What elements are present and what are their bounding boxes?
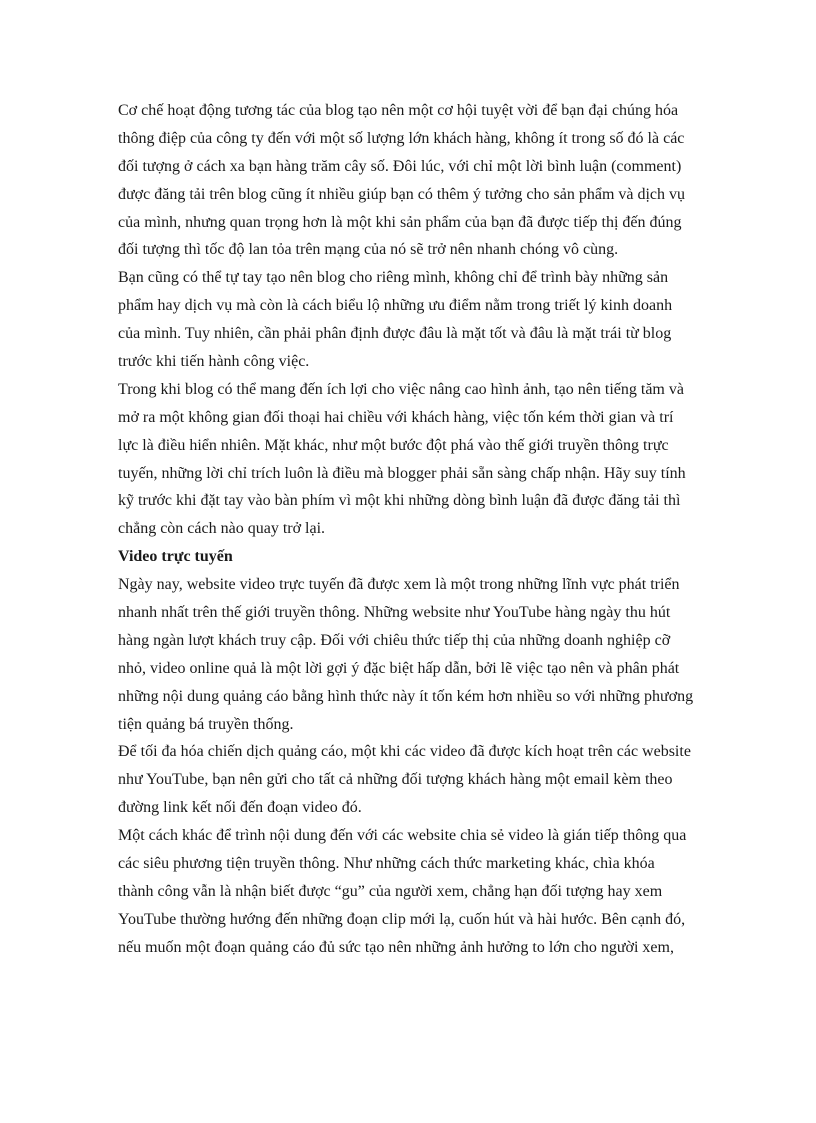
text-line: lực là điều hiển nhiên. Mặt khác, như một bước đột phá vào thế giới truyền thông trực: [118, 436, 669, 454]
text-line: YouTube thường hướng đến những đoạn clip mới lạ, cuốn hút và hài hước. Bên cạnh đó,: [118, 910, 686, 928]
text-line: thành công vẫn là nhận biết được “gu” của người xem, chẳng hạn đối tượng hay xem: [118, 882, 663, 900]
text-line: mở ra một không gian đối thoại hai chiều với khách hàng, việc tốn kém thời gian và trí: [118, 408, 674, 426]
text-line: phẩm hay dịch vụ mà còn là cách biểu lộ những ưu điểm nằm trong triết lý kinh doanh: [118, 297, 673, 315]
text-line: thông điệp của công ty đến với một số lượng lớn khách hàng, không ít trong số đó là các: [118, 129, 685, 147]
text-line: Một cách khác để trình nội dung đến với các website chia sẻ video là gián tiếp thông qua: [118, 827, 687, 845]
text-line: đối tượng ở cách xa bạn hàng trăm cây số. Đôi lúc, với chỉ một lời bình luận (comment): [118, 157, 682, 175]
text-line: Video trực tuyến: [118, 548, 233, 566]
text-line: tiện quảng bá truyền thống.: [118, 715, 294, 733]
text-line: Cơ chế hoạt động tương tác của blog tạo nên một cơ hội tuyệt vời để bạn đại chúng hóa: [118, 102, 679, 119]
text-line: những nội dung quảng cáo bằng hình thức này ít tốn kém hơn nhiều so với những phương: [118, 687, 694, 705]
paragraph: [118, 264, 708, 376]
text-line: của mình, nhưng quan trọng hơn là một khi sản phẩm của bạn đã được tiếp thị đến đúng: [118, 213, 682, 231]
text-line: được đăng tải trên blog cũng ít nhiều giúp bạn có thêm ý tưởng cho sản phẩm và dịch vụ: [118, 185, 686, 203]
text-line: tuyến, những lời chỉ trích luôn là điều mà blogger phải sẵn sàng chấp nhận. Hãy suy tính: [118, 464, 686, 482]
text-line: đối tượng thì tốc độ lan tỏa trên mạng của nó sẽ trở nên nhanh chóng vô cùng.: [118, 241, 619, 259]
paragraph: [118, 97, 708, 264]
section-heading: [118, 543, 708, 571]
text-line: Để tối đa hóa chiến dịch quảng cáo, một khi các video đã được kích hoạt trên các website: [118, 743, 691, 761]
text-line: Ngày nay, website video trực tuyến đã được xem là một trong những lĩnh vực phát triển: [118, 576, 680, 594]
text-line: đường link kết nối đến đoạn video đó.: [118, 799, 362, 817]
text-line: chẳng còn cách nào quay trở lại.: [118, 520, 326, 538]
text-line: các siêu phương tiện truyền thông. Như những cách thức marketing khác, chìa khóa: [118, 855, 655, 873]
text-line: nhanh nhất trên thế giới truyền thông. Những website như YouTube hàng ngày thu hút: [118, 604, 671, 622]
paragraph: [118, 738, 708, 822]
text-line: nhỏ, video online quả là một lời gợi ý đặc biệt hấp dẫn, bởi lẽ việc tạo nên và phân phát: [118, 659, 680, 677]
text-line: của mình. Tuy nhiên, cần phải phân định được đâu là mặt tốt và đâu là mặt trái từ blog: [118, 325, 672, 343]
text-line: Trong khi blog có thể mang đến ích lợi cho việc nâng cao hình ảnh, tạo nên tiếng tăm và: [118, 380, 684, 398]
document-body: [118, 97, 708, 962]
paragraph: [118, 822, 708, 961]
paragraph: [118, 376, 708, 543]
text-line: kỹ trước khi đặt tay vào bàn phím vì một khi những dòng bình luận đã được đăng tải thì: [118, 492, 681, 510]
text-line: như YouTube, bạn nên gửi cho tất cả những đối tượng khách hàng một email kèm theo: [118, 771, 673, 789]
text-line: trước khi tiến hành công việc.: [118, 353, 310, 371]
paragraph: [118, 571, 708, 738]
text-line: nếu muốn một đoạn quảng cáo đủ sức tạo nên những ảnh hưởng to lớn cho người xem,: [118, 938, 674, 956]
text-line: Bạn cũng có thể tự tay tạo nên blog cho riêng mình, không chỉ để trình bày những sản: [118, 269, 669, 287]
text-line: hàng ngàn lượt khách truy cập. Đối với chiêu thức tiếp thị của những doanh nghiệp cỡ: [118, 631, 671, 649]
